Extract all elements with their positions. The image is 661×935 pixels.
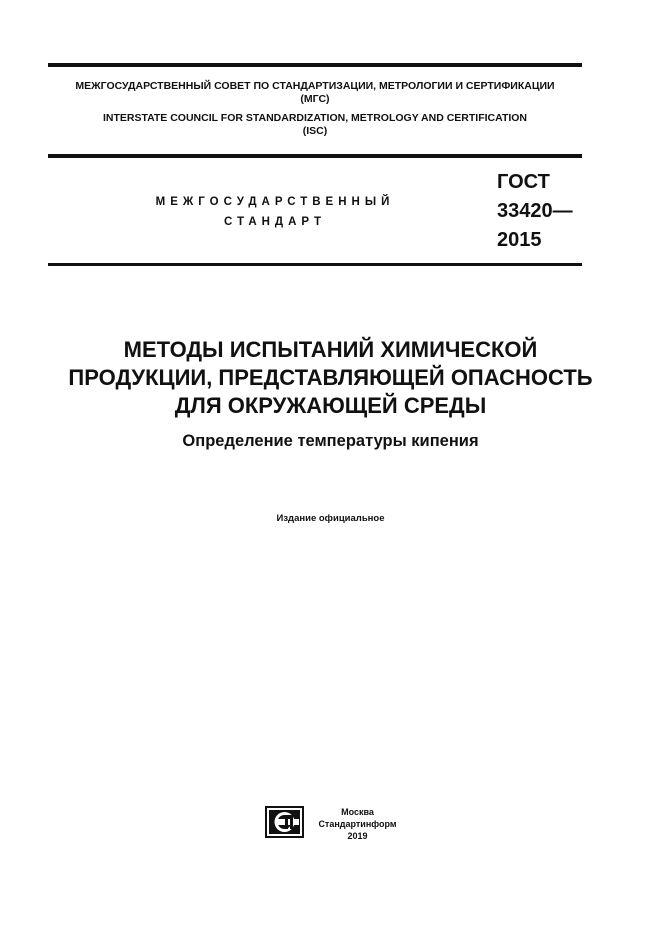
standartinform-logo-icon: [265, 806, 304, 838]
designation-divider: [48, 263, 582, 266]
imprint: [305, 806, 410, 842]
document-title: [40, 336, 621, 420]
top-rule: [48, 63, 582, 67]
standard-kind-line2: СТАНДАРТ: [224, 216, 326, 228]
council-name-en: [48, 112, 582, 138]
standard-kind-line1: МЕЖГОСУДАРСТВЕННЫЙ: [155, 196, 395, 208]
standard-kind: [110, 192, 440, 232]
title-line1: МЕТОДЫ ИСПЫТАНИЙ ХИМИЧЕСКОЙ: [123, 337, 538, 362]
designation-year: 2015: [497, 229, 542, 251]
imprint-publisher: Стандартинформ: [318, 819, 397, 829]
imprint-year: 2019: [347, 831, 368, 841]
council-name-ru-line: МЕЖГОСУДАРСТВЕННЫЙ СОВЕТ ПО СТАНДАРТИЗАЦИИ, МЕТРОЛОГИИ И СЕРТИФИКАЦИИ: [75, 80, 555, 92]
council-name-en-line: INTERSTATE COUNCIL FOR STANDARDIZATION, METROLOGY AND CERTIFICATION: [102, 112, 528, 124]
document-subtitle: Определение температуры кипения: [182, 432, 479, 450]
standard-designation: [497, 168, 573, 255]
designation-prefix: ГОСТ: [497, 171, 550, 193]
council-name-ru: [48, 80, 582, 106]
header-divider: [48, 154, 582, 158]
title-line3: ДЛЯ ОКРУЖАЮЩЕЙ СРЕДЫ: [174, 393, 487, 418]
designation-number: 33420—: [497, 200, 573, 222]
imprint-city: Москва: [341, 807, 374, 817]
edition-label: Издание официальное: [276, 513, 385, 524]
council-abbr-ru: (МГС): [300, 93, 330, 105]
title-line2: ПРОДУКЦИИ, ПРЕДСТАВЛЯЮЩЕЙ ОПАСНОСТЬ: [68, 365, 593, 390]
council-abbr-en: (ISC): [302, 125, 328, 137]
